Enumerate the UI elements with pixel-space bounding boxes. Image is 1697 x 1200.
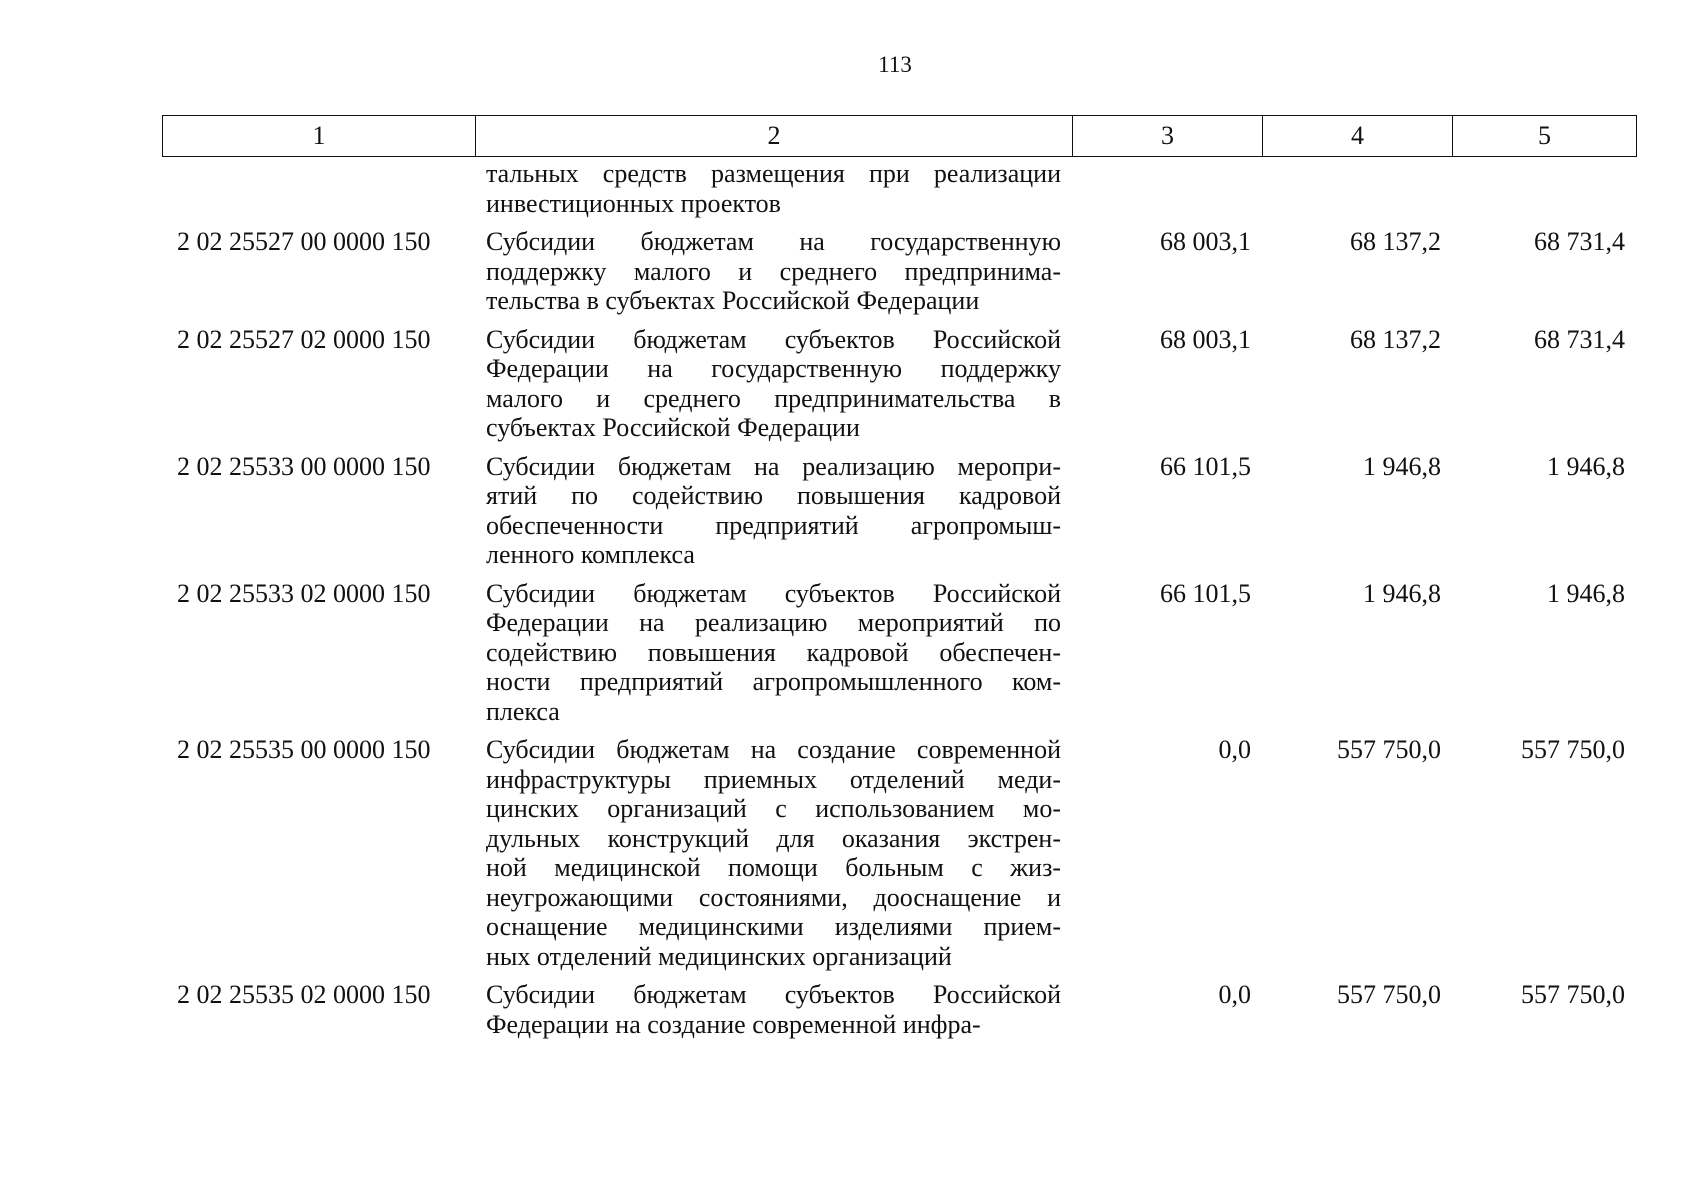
description-line: Субсидии бюджетам субъектов Российской [486, 578, 1061, 608]
value-col-4: 557 750,0 [1337, 735, 1441, 764]
value-col-5: 557 750,0 [1521, 980, 1625, 1009]
header-col-5: 5 [1453, 116, 1637, 157]
description-line: обеспеченности предприятий агропромыш- [486, 510, 1061, 540]
table-row [162, 443, 1636, 570]
page-number: 113 [878, 52, 912, 77]
value-cell [1262, 159, 1452, 218]
value-col-3: 0,0 [1218, 980, 1251, 1009]
value-col-4: 1 946,8 [1363, 451, 1441, 481]
description-line: Федерации на государственную поддержку [486, 354, 1061, 383]
description-line: ности предприятий агропромышленного ком- [486, 667, 1061, 696]
description-line: ленного комплекса [486, 540, 695, 569]
description-line: плекса [486, 696, 560, 726]
description-line: ной медицинской помощи больным с жиз- [486, 853, 1061, 882]
description-cell [475, 316, 1072, 443]
value-col-4: 68 137,2 [1350, 227, 1441, 256]
budget-code: 2 02 25535 00 0000 150 [177, 735, 431, 764]
description-line: инвестиционных проектов [486, 188, 781, 218]
table-row [162, 971, 1636, 1039]
table-header [162, 115, 1637, 157]
description-line: ятий по содействию повышения кадровой [486, 481, 1061, 510]
description-line: Субсидии бюджетам на реализацию меропри- [486, 451, 1061, 481]
code-cell [162, 159, 475, 218]
budget-code: 2 02 25533 02 0000 150 [177, 578, 431, 608]
value-col-5: 557 750,0 [1521, 735, 1625, 764]
budget-code: 2 02 25533 00 0000 150 [177, 451, 431, 481]
value-col-4: 557 750,0 [1337, 980, 1441, 1009]
header-col-1: 1 [163, 116, 476, 157]
description-line: содействию повышения кадровой обеспечен- [486, 637, 1061, 667]
value-col-3: 68 003,1 [1160, 227, 1251, 256]
budget-code: 2 02 25535 02 0000 150 [177, 980, 431, 1009]
description-line: цинских организаций с использованием мо- [486, 794, 1061, 823]
header-col-4: 4 [1263, 116, 1453, 157]
value-col-5: 1 946,8 [1547, 451, 1625, 481]
description-cell [475, 726, 1072, 971]
value-col-3: 66 101,5 [1160, 578, 1251, 608]
value-col-4: 1 946,8 [1363, 578, 1441, 608]
description-line: Субсидии бюджетам на государственную [486, 227, 1061, 256]
value-col-3: 66 101,5 [1160, 451, 1251, 481]
description-cell [475, 971, 1072, 1039]
description-line: Субсидии бюджетам на создание современной [486, 735, 1061, 764]
description-line: оснащение медицинскими изделиями прием- [486, 912, 1061, 941]
budget-code: 2 02 25527 00 0000 150 [177, 227, 431, 256]
description-line: ных отделений медицинских организаций [486, 941, 952, 971]
description-line: тельства в субъектах Российской Федерации [486, 286, 980, 315]
table-row [162, 218, 1636, 316]
header-row [163, 116, 1637, 157]
description-cell [475, 443, 1072, 570]
description-line: тальных средств размещения при реализации [486, 159, 1061, 188]
description-line: Федерации на создание современной инфра- [486, 1009, 981, 1039]
description-cell [475, 159, 1072, 218]
budget-code: 2 02 25527 02 0000 150 [177, 324, 431, 354]
description-line: Субсидии бюджетам субъектов Российской [486, 980, 1061, 1009]
header-col-3: 3 [1073, 116, 1263, 157]
description-line: неугрожающими состояниями, дооснащение и [486, 882, 1061, 912]
value-col-4: 68 137,2 [1350, 324, 1441, 354]
continuation-row [162, 159, 1636, 218]
value-col-3: 0,0 [1218, 735, 1251, 764]
description-cell [475, 570, 1072, 727]
header-col-2: 2 [476, 116, 1073, 157]
value-col-5: 68 731,4 [1534, 227, 1625, 256]
table-row [162, 570, 1636, 727]
description-line: субъектах Российской Федерации [486, 413, 860, 442]
table-row [162, 316, 1636, 443]
description-line: поддержку малого и среднего предпринима- [486, 256, 1061, 286]
description-line: Субсидии бюджетам субъектов Российской [486, 324, 1061, 354]
description-line: Федерации на реализацию мероприятий по [486, 608, 1061, 637]
table-body [162, 159, 1636, 1039]
table-row [162, 726, 1636, 971]
value-cell [1072, 159, 1262, 218]
description-line: дульных конструкций для оказания экстрен- [486, 823, 1061, 853]
description-line: инфраструктуры приемных отделений меди- [486, 764, 1061, 794]
description-cell [475, 218, 1072, 316]
value-col-3: 68 003,1 [1160, 324, 1251, 354]
value-col-5: 68 731,4 [1534, 324, 1625, 354]
value-col-5: 1 946,8 [1547, 578, 1625, 608]
description-line: малого и среднего предпринимательства в [486, 383, 1061, 413]
value-cell [1452, 159, 1636, 218]
